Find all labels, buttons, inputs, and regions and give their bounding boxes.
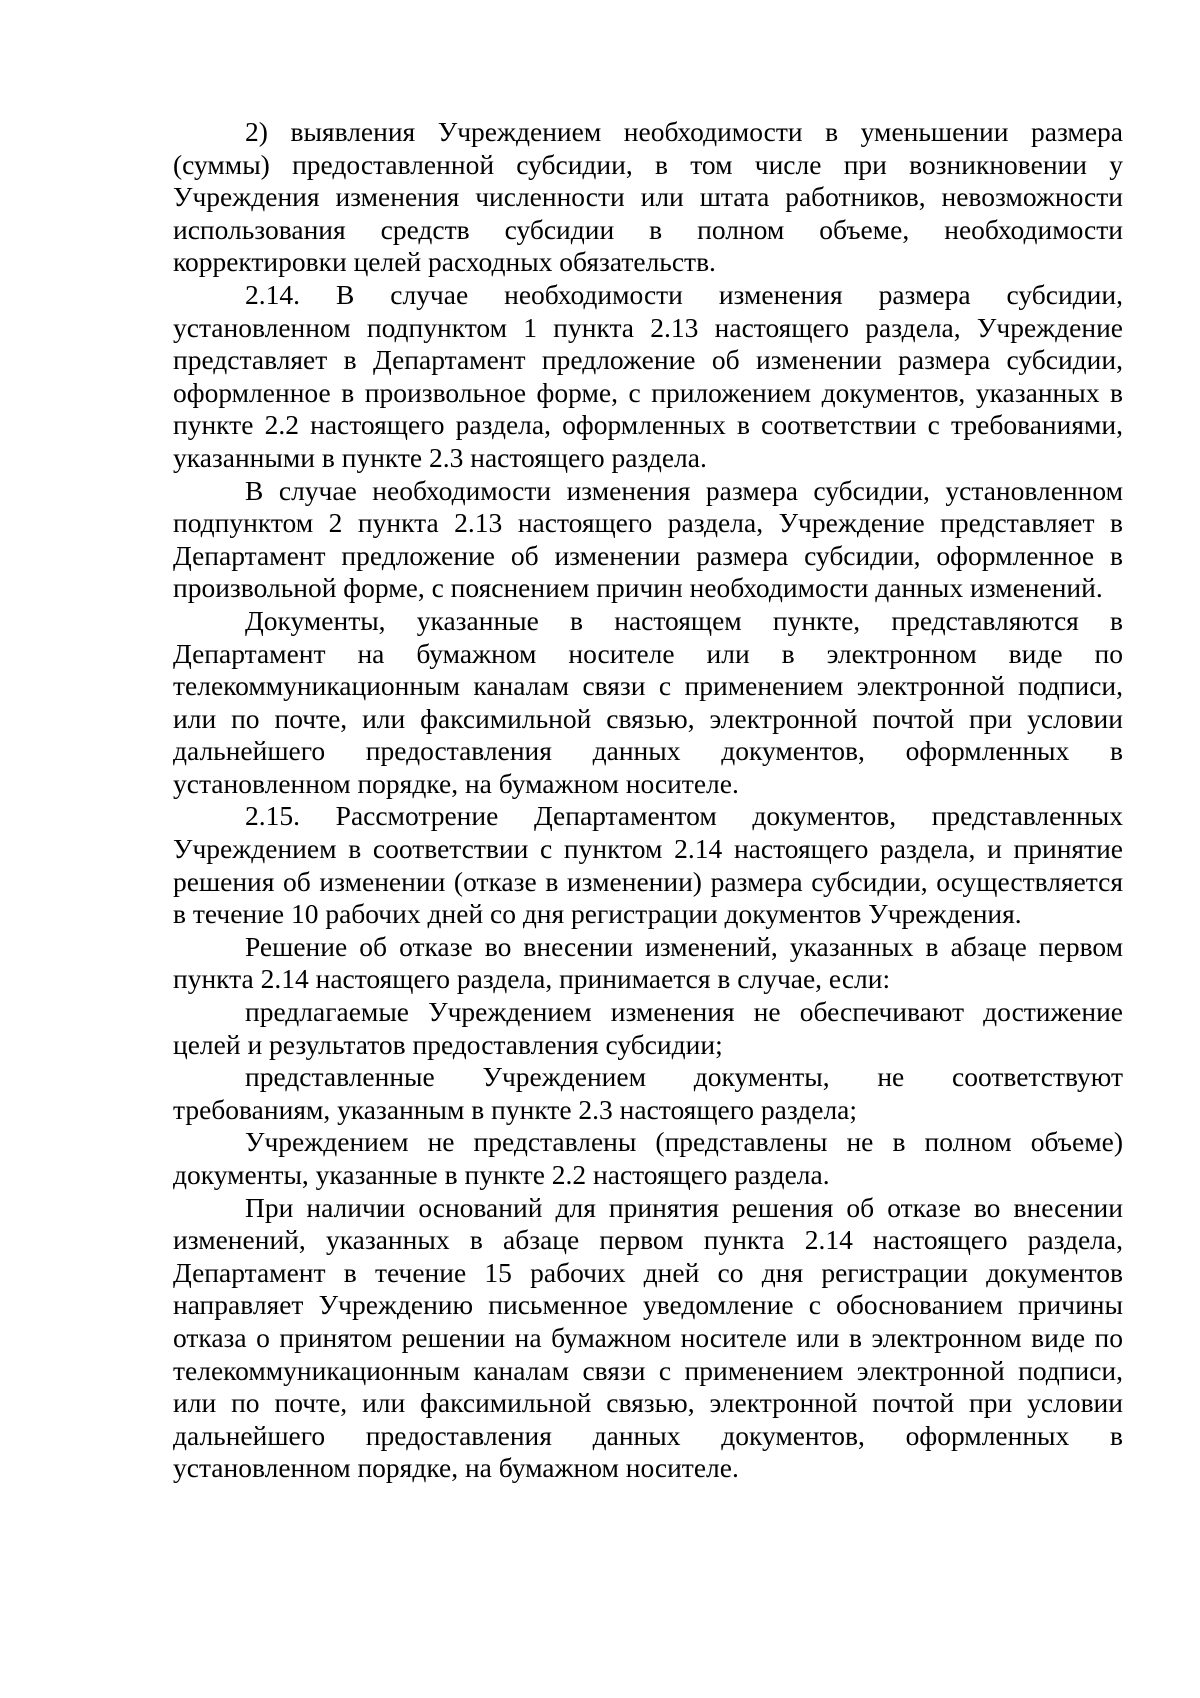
paragraph-refusal-reason-2: представленные Учреждением документы, не соответствуют требованиям, указанным в пункте 2.3 настоящего раздела; (173, 1061, 1123, 1125)
paragraph-refusal-reason-3: Учреждением не представлены (представлены не в полном объеме) документы, указанные в пункте 2.2 настоящего раздела. (173, 1126, 1123, 1190)
paragraph-2-15: 2.15. Рассмотрение Департаментом документов, представленных Учреждением в соответствии с пунктом 2.14 настоящего раздела, и принятие решения об изменении (отказе в изменении) размера субсидии, осуществляется в течение 10 рабочих дней со дня регистрации документов Учреждения. (173, 800, 1123, 930)
paragraph-2-14: 2.14. В случае необходимости изменения размера субсидии, установленном подпунктом 1 пункта 2.13 настоящего раздела, Учреждение представляет в Департамент предложение об изменении размера субсидии, оформленное в произвольное форме, с приложением документов, указанных в пункте 2.2 настоящего раздела, оформленных в соответствии с требованиями, указанными в пункте 2.3 настоящего раздела. (173, 278, 1123, 473)
paragraph-refusal-reason-1: предлагаемые Учреждением изменения не обеспечивают достижение целей и результатов предоставления субсидии; (173, 996, 1123, 1060)
document-body (173, 116, 1123, 1485)
paragraph-2-14-submission: Документы, указанные в настоящем пункте, представляются в Департамент на бумажном носителе или в электронном виде по телекоммуникационным каналам связи с применением электронной подписи, или по почте, или факсимильной связью, электронной почтой при условии дальнейшего предоставления данных документов, оформленных в установленном порядке, на бумажном носителе. (173, 604, 1123, 799)
paragraph-subclause-2: 2) выявления Учреждением необходимости в уменьшении размера (суммы) предоставленной субсидии, в том числе при возникновении у Учреждения изменения численности или штата работников, невозможности использования средств субсидии в полном объеме, необходимости корректировки целей расходных обязательств. (173, 116, 1123, 278)
paragraph-2-14-case-2: В случае необходимости изменения размера субсидии, установленном подпунктом 2 пункта 2.13 настоящего раздела, Учреждение представляет в Департамент предложение об изменении размера субсидии, оформленное в произвольной форме, с пояснением причин необходимости данных изменений. (173, 474, 1123, 604)
paragraph-refusal-notice: При наличии оснований для принятия решения об отказе во внесении изменений, указанных в абзаце первом пункта 2.14 настоящего раздела, Департамент в течение 15 рабочих дней со дня регистрации документов направляет Учреждению письменное уведомление с обоснованием причины отказа о принятом решении на бумажном носителе или в электронном виде по телекоммуникационным каналам связи с применением электронной подписи, или по почте, или факсимильной связью, электронной почтой при условии дальнейшего предоставления данных документов, оформленных в установленном порядке, на бумажном носителе. (173, 1191, 1123, 1484)
paragraph-refusal-intro: Решение об отказе во внесении изменений, указанных в абзаце первом пункта 2.14 настоящего раздела, принимается в случае, если: (173, 930, 1123, 995)
